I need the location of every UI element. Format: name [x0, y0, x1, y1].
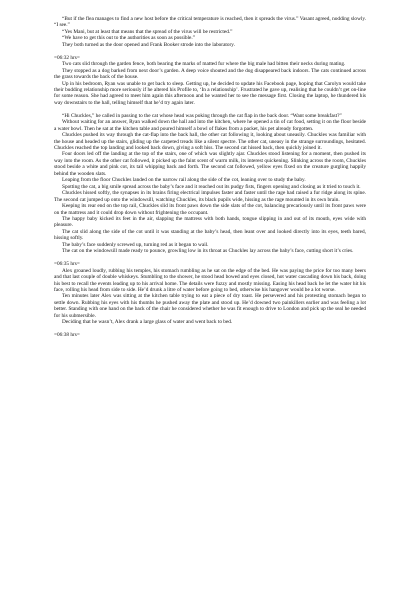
body-paragraph: Chuckles hissed softly, the synapses in its brains firing electrical impulses faster and faster until the rage had raised a fur ridge along its spine. The second cat jumped up onto the windowsill, watching Chuckles, its black pupils wide, hissing as the rage mounted in its own brain. [54, 190, 366, 203]
time-stamp-heading: =06:35 hrs= [54, 261, 80, 268]
body-paragraph: Without waiting for an answer, Ryan walked down the hall and into the kitchen, where he opened a tin of cat food, setting it on the floor beside a water bowl. Then he sat at the kitchen table and poured himself a bowl of flakes from a packet, his pet already forgotten. [54, 119, 366, 132]
body-paragraph: “We have to get this out to the authorities as soon as possible.” [62, 35, 195, 42]
body-paragraph: Up in his bedroom, Ryan was unable to get back to sleep. Getting up, he decided to update his Facebook page, hoping that Carolyn would take their budding relationship more seriously if he altered his Profile to, ‘In a relationship’. Frustrated he gave up, realising that he couldn’t get on-line for some reason. She had agreed to meet him again this afternoon and he wanted her to see the message first. Closing the laptop, he thundered his way downstairs to the hall, telling himself that he’d try again later. [54, 80, 366, 106]
body-paragraph: The cat slid along the side of the cot until it was standing at the baby’s head, then leant over and looked directly into its eyes, teeth bared, hissing softly. [54, 228, 366, 242]
body-paragraph: They stopped as a dog barked from next door’s garden. A deep voice shouted and the dog disappeared back indoors. The cats continued across the grass towards the back of the house. [54, 67, 366, 81]
time-stamp-heading: =06:32 hrs= [54, 54, 80, 61]
body-paragraph: The happy baby kicked its feet in the air, slapping the mattress with both hands, tongue slipping in and out of its mouth, eyes wide with pleasure. [54, 216, 366, 229]
body-paragraph: They both turned as the door opened and Frank Booker strode into the laboratory. [62, 41, 235, 48]
body-paragraph: Four doors led off the landing at the top of the stairs, one of which was slightly ajar. Chuckles stood listening for a moment, then pushed its way into the room. As the other cat followed, it picked up the faint scent of warm milk, its interest quickening. Slinking across the room, Chuckles stood beside a white and pink cot, its tail whipping back and forth. The second cat followed, yellow eyes fixed on the creature gurgling happily behind the wooden slats. [54, 151, 366, 177]
body-paragraph: Chuckles pushed its way through the cat-flap into the back hall, the other cat following it, looking about uneasily. Chuckles was familiar with the house and headed up the stairs, gliding up the carpeted treads like a silent spectre. The other cat, uneasy in the strange surroundings, hesitated. Chuckles reached the top landing and looked back down, giving a soft hiss. The second cat hissed back, then quickly joined it. [54, 132, 366, 152]
body-paragraph: Keeping its rear end on the top rail, Chuckles slid its front paws down the side slats of the cot, balancing precariously until its front paws were on the mattress and it could drop down without frightening the occupant. [54, 203, 366, 216]
time-stamp-heading: =06:38 hrs= [54, 332, 80, 339]
body-paragraph: The baby’s face suddenly screwed up, turning red as it began to wail. [62, 241, 209, 248]
body-paragraph: Two cats slid through the garden fence, both bearing the marks of matted fur where the big male had bitten their necks during mating. [62, 61, 346, 68]
body-paragraph: Alex groaned loudly, rubbing his temples, his stomach rumbling as he sat on the edge of the bed. He was paying the price for too many beers and that last couple of double whiskeys. Stumbling to the shower, he stood head bowed and eyes closed, hot water cascading down his back, doing his best to recall the events leading up to his arrival home. The details were fuzzy and mostly missing. Easing his head back he let the water hit his face, rolling his head from side to side. He’d drunk a litre of water before going to bed, otherwise his hangover would be a lot worse. [54, 267, 366, 293]
body-paragraph: Spotting the cat, a big smile spread across the baby’s face and it reached out its pudgy fists, fingers opening and closing as it tried to touch it. [62, 183, 361, 190]
body-paragraph: Ten minutes later Alex was sitting at the kitchen table trying to eat a piece of dry toast. He persevered and his protesting stomach began to settle down. Rubbing his eyes with his thumbs he pushed away the plate and stood up. He’d downed two painkillers earlier and was feeling a lot better. Standing with one hand on the back of the chair he considered whether he was fit enough to drive to London and pick up the seal he needed for his submersible. [54, 293, 366, 319]
body-paragraph: “Hi Chuckles,” he called in passing to the cat whose head was poking through the cat flap in the back door. “Want some breakfast?” [62, 112, 342, 119]
body-paragraph: Leaping from the floor Chuckles landed on the narrow rail along the side of the cot, leaning over to study the baby. [62, 177, 306, 184]
body-paragraph: “But if the flea manages to find a new host before the critical temperature is reached, then it spreads the virus.” Vasant agreed, nodding slowly. “I see.” [54, 16, 366, 29]
body-paragraph: Deciding that he wasn’t, Alex drank a large glass of water and went back to bed. [62, 319, 233, 326]
body-paragraph: The cat on the windowsill made ready to pounce, growling low in its throat as Chuckles lay across the baby’s face, cutting short it’s cries. [62, 248, 354, 255]
body-paragraph: “Yes Mani, but at least that means that the spread of the virus will be restricted.” [62, 28, 233, 35]
